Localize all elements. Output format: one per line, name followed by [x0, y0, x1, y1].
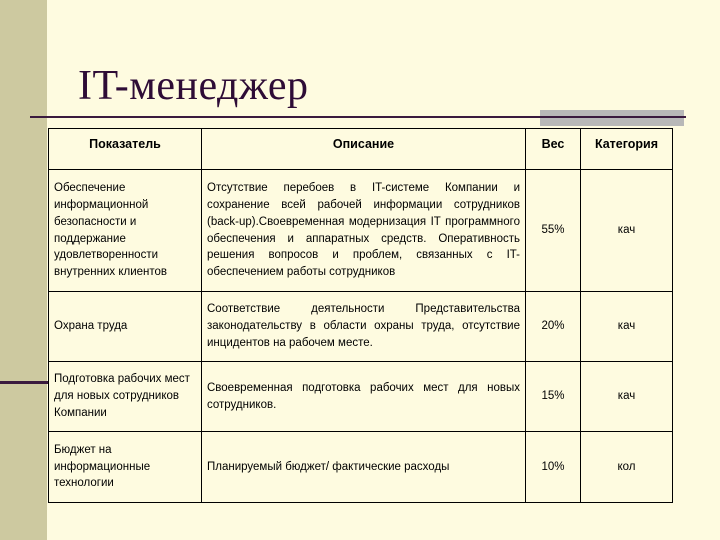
left-decor-bar [0, 0, 47, 540]
cell-category: кач [581, 362, 673, 432]
table-row [49, 292, 673, 362]
header-indicator: Показатель [49, 129, 202, 170]
cell-weight: 10% [526, 432, 581, 503]
table-row [49, 362, 673, 432]
cell-weight: 15% [526, 362, 581, 432]
cell-description: Планируемый бюджет/ фактические расходы [202, 432, 526, 503]
kpi-table [48, 128, 673, 503]
table-row [49, 432, 673, 503]
cell-indicator: Обеспечение информационной безопасности и поддержание удовлетворенности внутренних клиентов [49, 170, 202, 292]
table-header-row [49, 129, 673, 170]
cell-weight: 55% [526, 170, 581, 292]
slide-title: IT-менеджер [78, 63, 309, 109]
header-category: Категория [581, 129, 673, 170]
cell-indicator: Охрана труда [49, 292, 202, 362]
cell-description: Соответствие деятельности Представительства законодательству в области охраны труда, отсутствие инцидентов на рабочем месте. [202, 292, 526, 362]
cell-weight: 20% [526, 292, 581, 362]
cell-description: Своевременная подготовка рабочих мест для новых сотрудников. [202, 362, 526, 432]
header-description: Описание [202, 129, 526, 170]
cell-indicator: Подготовка рабочих мест для новых сотрудников Компании [49, 362, 202, 432]
cell-indicator: Бюджет на информационные технологии [49, 432, 202, 503]
cell-description: Отсутствие перебоев в IT-системе Компании и сохранение всей рабочей информации сотрудников (back-up).Своевременная модернизация IT программного обеспечения и аппаратных средств. Оперативность решения вопросов и проблем, связанных с IT-обеспечением работы сотрудников [202, 170, 526, 292]
cell-category: кол [581, 432, 673, 503]
title-accent-block [540, 110, 684, 126]
title-divider [30, 116, 686, 118]
left-accent-line [0, 381, 48, 384]
cell-category: кач [581, 170, 673, 292]
cell-category: кач [581, 292, 673, 362]
header-weight: Вес [526, 129, 581, 170]
table-row [49, 170, 673, 292]
